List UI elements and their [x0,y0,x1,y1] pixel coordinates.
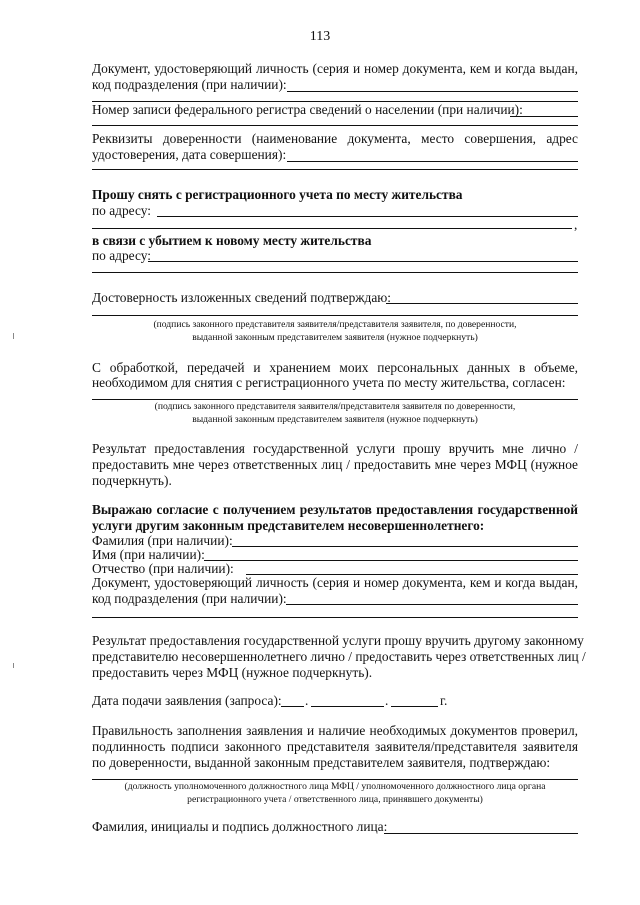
other-rep-doc-line-1: Документ, удостоверяющий личность (серия и номер документа, кем и когда выдан, [92,575,578,590]
submission-date-suffix: г. [440,693,448,708]
other-rep-patronymic-label: Отчество (при наличии): [92,561,234,576]
confirm-signature-field-extra[interactable] [92,315,578,316]
power-of-attorney-line-1: Реквизиты доверенности (наименование документа, место совершения, адрес [92,131,578,146]
other-rep-name-field[interactable] [204,560,578,561]
deregister-address-label: по адресу: [92,203,151,218]
other-rep-name-label: Имя (при наличии): [92,547,205,562]
official-signature-field[interactable] [384,833,578,834]
power-of-attorney-field-extra[interactable] [92,169,578,170]
result-delivery-line-2: предоставить мне через ответственных лиц / предоставить мне через МФЦ (нужное [92,457,578,472]
official-signature-label: Фамилия, инициалы и подпись должностного лица: [92,819,388,834]
verification-caption-line-2: регистрационного учета / ответственного лица, принявшего документы) [187,794,483,805]
consent-pd-line-1: С обработкой, передачей и хранением моих персональных данных в объеме, [92,360,578,375]
other-rep-doc-line-2: код подразделения (при наличии): [92,591,287,606]
deregister-trailing-comma: , [574,217,578,232]
departure-address-field[interactable] [148,261,578,262]
verification-line-1: Правильность заполнения заявления и наличие необходимых документов проверил, [92,723,578,738]
confirm-signature-field[interactable] [386,303,578,304]
confirm-caption-line-1: (подпись законного представителя заявителя/представителя заявителя, по доверенности, [153,319,517,330]
consent-pd-caption-line-1: (подпись законного представителя заявителя/представителя заявителя по доверенности, [154,401,516,412]
consent-pd-signature-field[interactable] [92,399,578,400]
confirm-label: Достоверность изложенных сведений подтверждаю: [92,290,392,305]
verification-official-field[interactable] [92,779,578,780]
submission-date-dot-1: . [305,693,309,708]
page-number: 113 [309,29,331,44]
result-other-line-1: Результат предоставления государственной услуги прошу вручить другому законному [92,633,584,648]
identity-doc-field[interactable] [287,91,578,92]
federal-register-field[interactable] [510,116,578,117]
other-rep-surname-label: Фамилия (при наличии): [92,533,233,548]
identity-doc-line-1: Документ, удостоверяющий личность (серия и номер документа, кем и когда выдан, [92,61,578,76]
submission-date-dot-2: . [385,693,389,708]
verification-line-3: по доверенности, выданной законным представителем заявителя, подтверждаю: [92,755,551,770]
deregister-address-field[interactable] [157,216,578,217]
consent-pd-line-2: необходимом для снятия с регистрационного учета по месту жительства, согласен: [92,375,566,390]
verification-caption-line-1: (должность уполномоченного должностного лица МФЦ / уполномоченного должностного лица органа [124,781,546,792]
submission-date-day-field[interactable] [281,706,304,707]
other-rep-surname-field[interactable] [232,546,578,547]
result-delivery-line-1: Результат предоставления государственной услуги прошу вручить мне лично / [92,441,578,456]
federal-register-label: Номер записи федерального регистра сведений о населении (при наличии): [92,102,523,117]
deregister-address-field-extra[interactable] [92,228,572,229]
submission-date-year-field[interactable] [391,706,438,707]
power-of-attorney-line-2: удостоверения, дата совершения): [92,147,287,162]
power-of-attorney-field[interactable] [287,161,578,162]
result-other-line-2: представителю несовершеннолетнего лично / предоставить через ответственных лиц / [92,649,586,664]
result-other-line-3: предоставить через МФЦ (нужное подчеркнуть). [92,665,373,680]
submission-date-label: Дата подачи заявления (запроса): [92,693,282,708]
departure-address-label: по адресу: [92,248,151,263]
deregister-heading: Прошу снять с регистрационного учета по месту жительства [92,187,463,202]
other-rep-heading-2: услуги другим законным представителем несовершеннолетнего: [92,518,485,533]
submission-date-month-field[interactable] [311,706,384,707]
identity-doc-line-2: код подразделения (при наличии): [92,77,287,92]
result-delivery-line-3: подчеркнуть). [92,473,172,488]
other-rep-heading-1: Выражаю согласие с получением результатов предоставления государственной [92,502,578,517]
consent-pd-caption-line-2: выданной законным представителем заявителя (нужное подчеркнуть) [192,414,478,425]
scan-edge-mark-top [13,333,14,339]
scan-edge-mark-bottom [13,663,14,668]
confirm-caption-line-2: выданной законным представителем заявителя (нужное подчеркнуть) [192,332,478,343]
federal-register-field-extra[interactable] [92,125,578,126]
departure-address-field-extra[interactable] [92,272,578,273]
other-rep-doc-field-extra[interactable] [92,617,578,618]
departure-heading: в связи с убытием к новому месту жительства [92,233,372,248]
other-rep-doc-field[interactable] [286,604,578,605]
verification-line-2: подлинность подписи законного представителя заявителя/представителя заявителя [92,739,578,754]
